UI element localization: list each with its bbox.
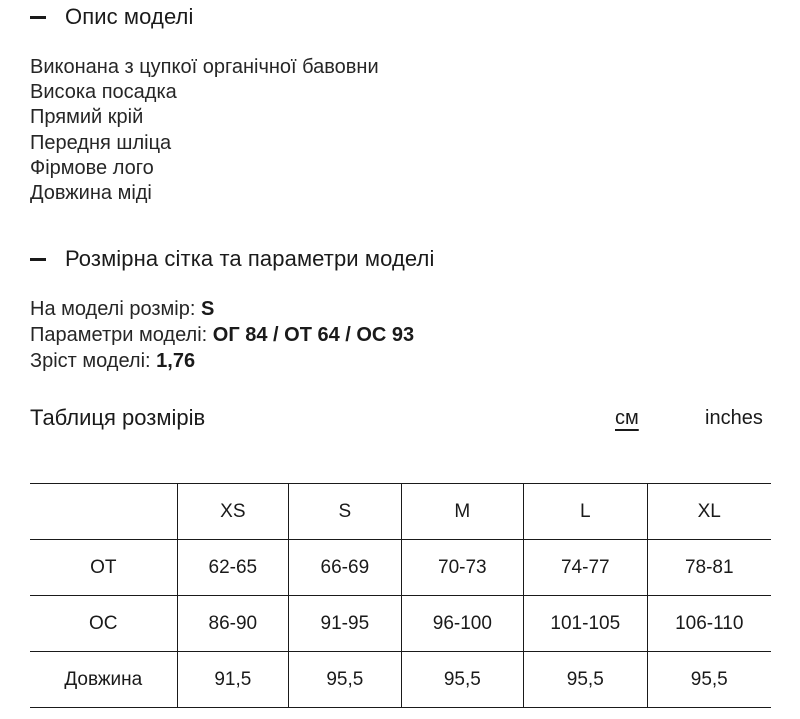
model-size-value: S xyxy=(200,298,215,320)
table-cell: 74-77 xyxy=(524,540,647,596)
minus-icon[interactable] xyxy=(30,258,46,261)
table-header-cell: S xyxy=(289,484,402,540)
model-params-label: Параметри моделі: xyxy=(30,324,213,346)
table-cell: 86-90 xyxy=(177,596,289,652)
table-row xyxy=(30,596,771,652)
description-item: Прямий крій xyxy=(30,106,144,129)
model-params-value: ОГ 84 / ОТ 64 / ОС 93 xyxy=(212,324,415,346)
table-cell: 101-105 xyxy=(524,596,647,652)
model-size-line xyxy=(30,296,414,322)
table-row-label: ОТ xyxy=(30,540,177,596)
description-item: Фірмове лого xyxy=(30,156,154,179)
table-cell: 66-69 xyxy=(289,540,402,596)
table-cell: 95,5 xyxy=(401,652,523,708)
table-cell: 78-81 xyxy=(647,540,771,596)
description-item: Довжина міді xyxy=(30,182,152,205)
table-cell: 95,5 xyxy=(647,652,771,708)
model-params xyxy=(30,296,414,374)
description-item: Передня шліца xyxy=(30,131,172,154)
model-height-label: Зріст моделі: xyxy=(30,350,157,372)
description-item: Висока посадка xyxy=(30,81,177,104)
table-row xyxy=(30,540,771,596)
model-params-line xyxy=(30,322,414,348)
table-cell: 96-100 xyxy=(401,596,523,652)
table-row-label: Довжина xyxy=(30,652,177,708)
minus-icon[interactable] xyxy=(30,16,46,19)
table-cell: 95,5 xyxy=(524,652,647,708)
model-size-label: На моделі розмір: xyxy=(30,298,201,320)
model-height-value: 1,76 xyxy=(156,350,196,372)
description-section-header[interactable] xyxy=(30,4,193,30)
table-cell: 95,5 xyxy=(289,652,402,708)
size-section-title: Розмірна сітка та параметри моделі xyxy=(65,246,435,271)
unit-cm-toggle[interactable]: см xyxy=(615,407,639,429)
table-row-label: ОС xyxy=(30,596,177,652)
table-cell: 70-73 xyxy=(401,540,523,596)
table-cell: 106-110 xyxy=(647,596,771,652)
table-header-cell: XL xyxy=(647,484,771,540)
table-cell: 91,5 xyxy=(177,652,289,708)
table-header-row xyxy=(30,484,771,540)
table-row xyxy=(30,652,771,708)
description-title: Опис моделі xyxy=(65,4,194,29)
table-header-cell: XS xyxy=(177,484,289,540)
table-cell: 91-95 xyxy=(289,596,402,652)
table-header-cell: L xyxy=(524,484,647,540)
table-cell: 62-65 xyxy=(177,540,289,596)
size-table-title: Таблиця розмірів xyxy=(30,405,206,430)
description-item: Виконана з цупкої органічної бавовни xyxy=(30,56,379,78)
size-section-header[interactable] xyxy=(30,246,434,272)
table-header-cell: M xyxy=(401,484,523,540)
model-height-line xyxy=(30,348,414,374)
size-table xyxy=(30,483,771,708)
description-list xyxy=(30,55,379,206)
table-header-cell xyxy=(30,484,177,540)
unit-inches-toggle[interactable]: inches xyxy=(705,407,763,429)
